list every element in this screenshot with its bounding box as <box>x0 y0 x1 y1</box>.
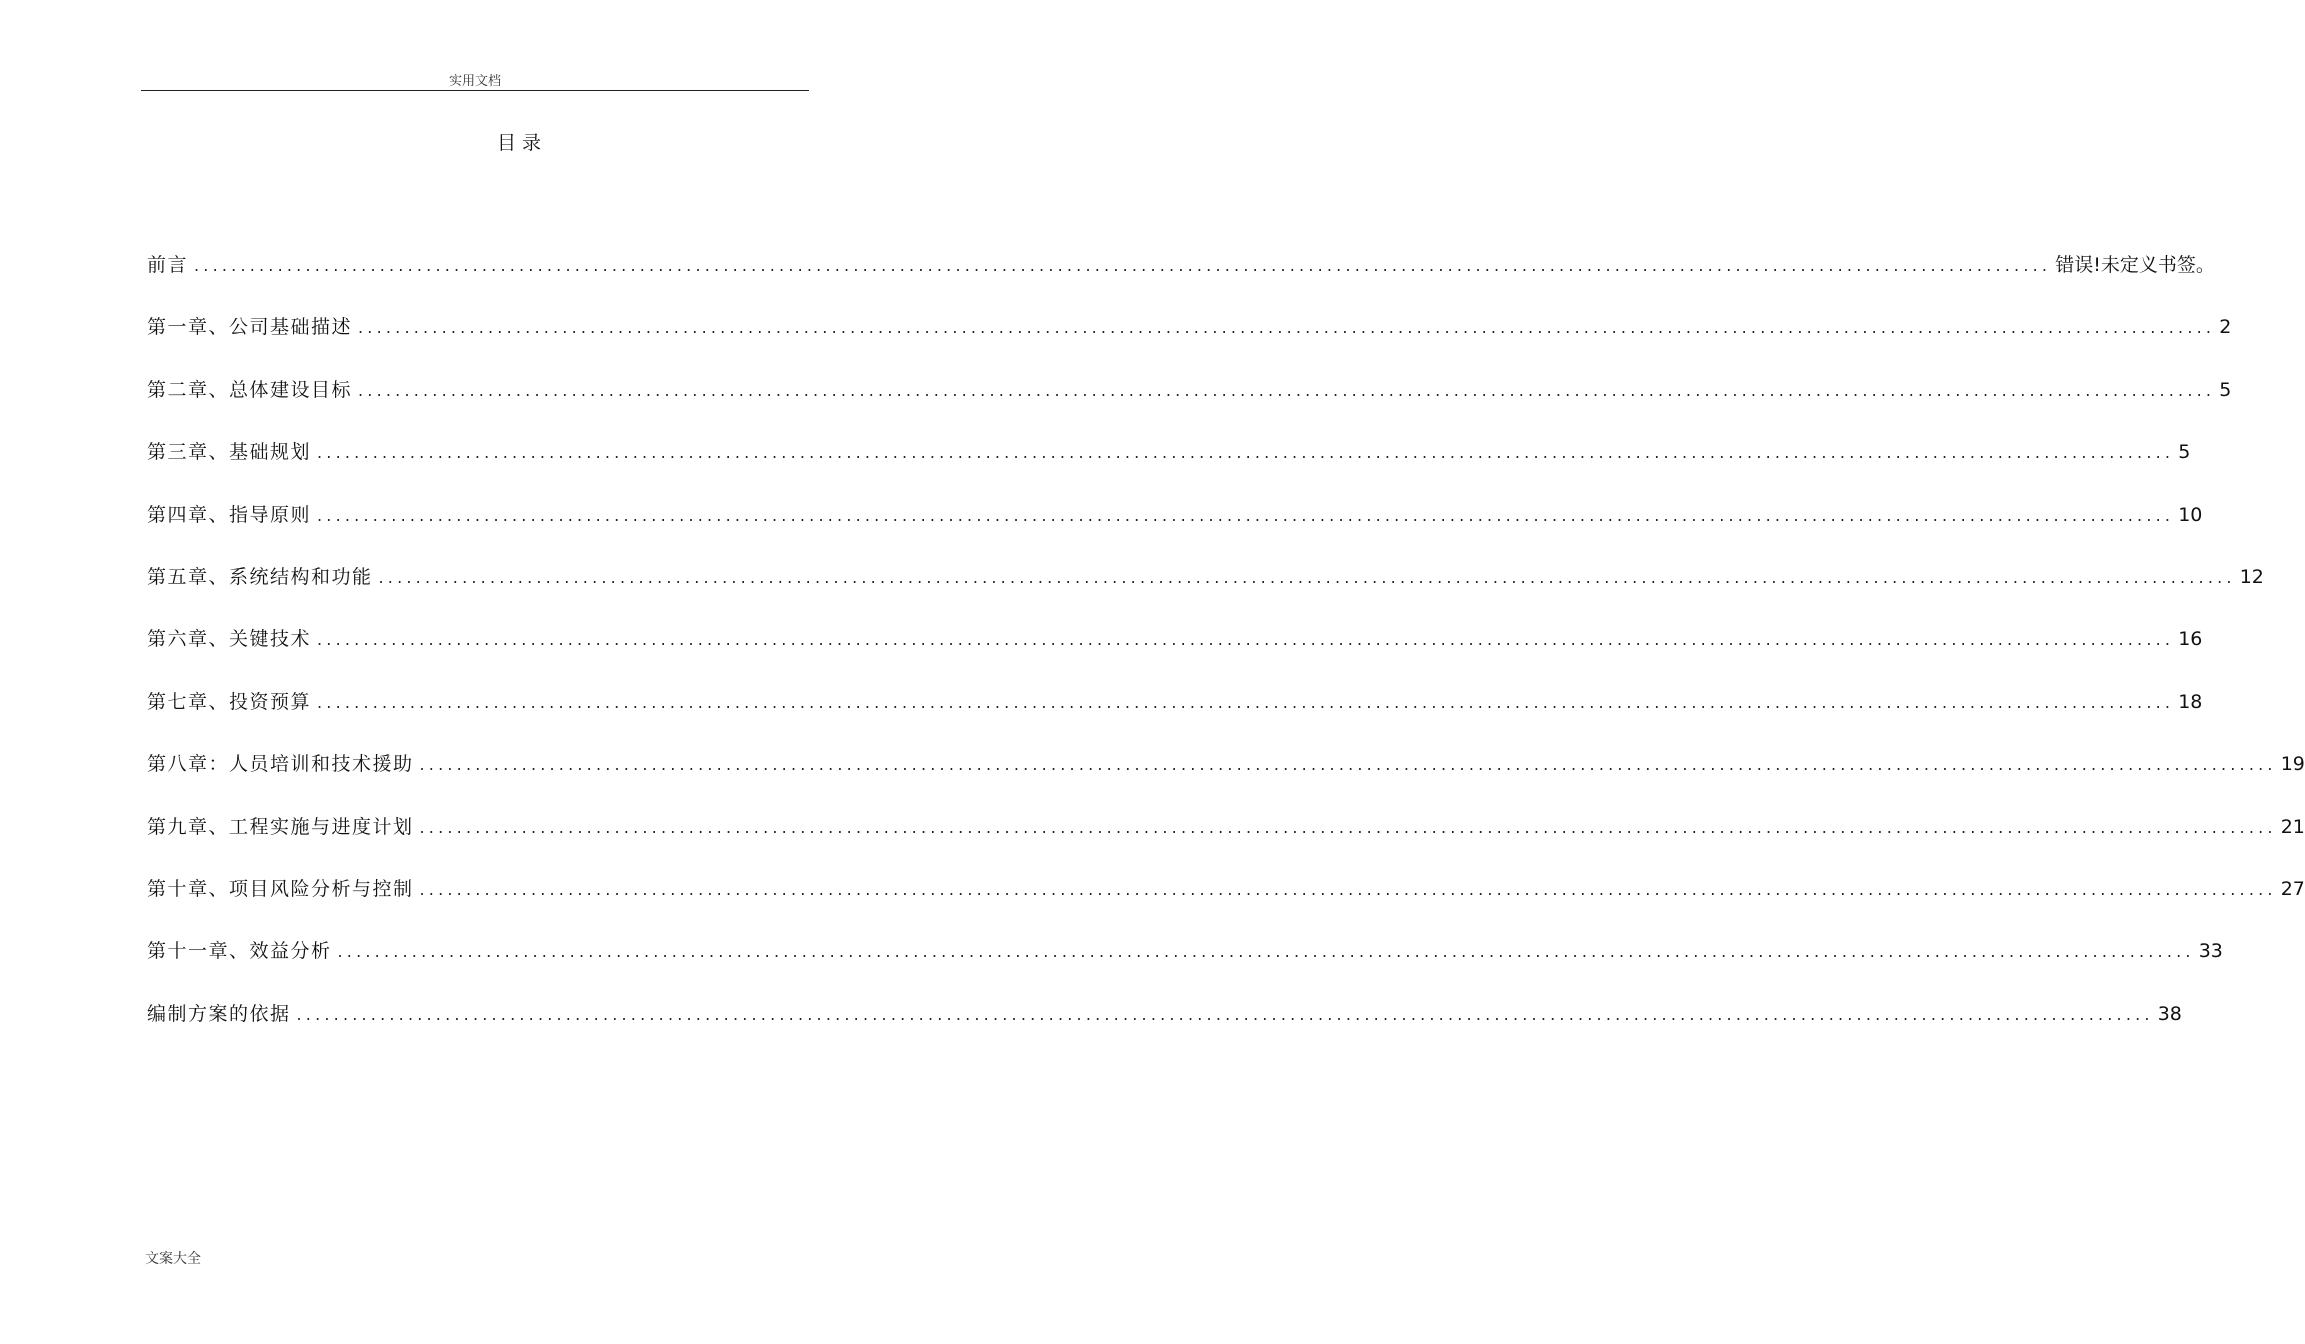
table-of-contents <box>147 250 2305 1061</box>
toc-entry-label: 第三章、基础规划 <box>147 441 312 464</box>
toc-entry[interactable] <box>147 874 2305 936</box>
toc-entry-label: 第九章、工程实施与进度计划 <box>147 815 414 838</box>
toc-entry-page: 10 <box>2178 503 2203 526</box>
toc-entry-label: 第四章、指导原则 <box>147 503 312 526</box>
toc-entry[interactable] <box>147 500 2203 562</box>
toc-entry[interactable] <box>147 375 2232 437</box>
toc-entry-label: 第十章、项目风险分析与控制 <box>147 877 414 900</box>
toc-entry-label: 第七章、投资预算 <box>147 690 312 713</box>
toc-entry-page: 2 <box>2219 316 2232 339</box>
toc-entry-page: 错误!未定义书签。 <box>2055 254 2215 276</box>
toc-entry-label: 前言 <box>147 254 189 276</box>
toc-entry-page: 5 <box>2178 441 2191 464</box>
header-text: 实用文档 <box>448 74 501 89</box>
toc-dot-leader: ........................................................................................................................................................................................................ <box>419 755 2277 775</box>
toc-title: 目录 <box>496 132 547 154</box>
toc-entry-page: 33 <box>2198 940 2223 963</box>
toc-entry-label: 第十一章、效益分析 <box>147 940 332 963</box>
toc-entry[interactable] <box>147 812 2305 874</box>
toc-dot-leader: ........................................................................................................................................................................................................ <box>419 817 2277 837</box>
toc-entry-label: 第一章、公司基础描述 <box>147 316 353 339</box>
toc-entry[interactable] <box>147 999 2182 1061</box>
toc-entry-page: 38 <box>2157 1002 2182 1025</box>
toc-entry-label: 第二章、总体建设目标 <box>147 378 353 401</box>
toc-entry-page: 5 <box>2219 378 2232 401</box>
toc-entry-label: 编制方案的依据 <box>147 1002 291 1025</box>
toc-entry[interactable] <box>147 936 2223 998</box>
toc-entry-page: 19 <box>2280 753 2305 776</box>
toc-dot-leader: ........................................................................................................................................................................................................ <box>317 692 2175 712</box>
toc-entry-page: 21 <box>2280 815 2305 838</box>
page-header <box>141 70 809 91</box>
toc-entry[interactable] <box>147 749 2305 811</box>
toc-entry-label: 第五章、系统结构和功能 <box>147 565 373 588</box>
toc-dot-leader: ........................................................................................................................................................................................................ <box>337 942 2195 962</box>
toc-entry[interactable] <box>147 312 2232 374</box>
toc-entry-page: 27 <box>2280 877 2305 900</box>
toc-dot-leader: ........................................................................................................................................................................................................ <box>358 380 2216 400</box>
toc-dot-leader: ........................................................................................................................................................................................................ <box>194 256 2052 275</box>
toc-entry[interactable] <box>147 687 2203 749</box>
toc-dot-leader: ........................................................................................................................................................................................................ <box>358 318 2216 338</box>
toc-dot-leader: ........................................................................................................................................................................................................ <box>296 1004 2154 1024</box>
toc-dot-leader: ........................................................................................................................................................................................................ <box>317 630 2175 650</box>
toc-dot-leader: ........................................................................................................................................................................................................ <box>317 505 2175 525</box>
toc-entry[interactable] <box>147 624 2203 686</box>
toc-entry-page: 18 <box>2178 690 2203 713</box>
toc-dot-leader: ........................................................................................................................................................................................................ <box>419 879 2277 899</box>
toc-dot-leader: ........................................................................................................................................................................................................ <box>378 567 2236 587</box>
toc-dot-leader: ........................................................................................................................................................................................................ <box>317 443 2175 463</box>
toc-entry[interactable] <box>147 437 2191 499</box>
page-footer: 文案大全 <box>145 1251 201 1267</box>
toc-entry[interactable] <box>147 250 2215 312</box>
toc-entry-page: 16 <box>2178 628 2203 651</box>
toc-entry-label: 第六章、关键技术 <box>147 628 312 651</box>
toc-entry[interactable] <box>147 562 2264 624</box>
toc-entry-label: 第八章：人员培训和技术援助 <box>147 753 414 776</box>
toc-entry-page: 12 <box>2239 565 2264 588</box>
